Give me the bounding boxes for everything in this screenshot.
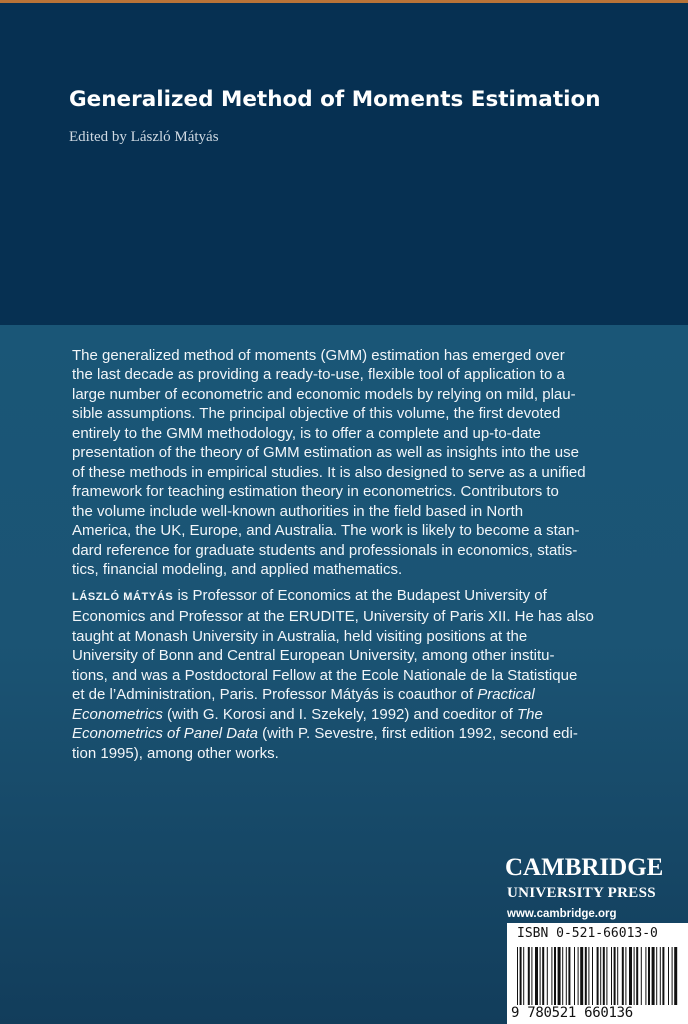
description-line: the volume include well-known authorities in the field based in North [72,502,524,520]
barcode-icon [517,947,682,1005]
bio-line: taught at Monash University in Australia, held visiting positions at the [72,627,528,645]
description-line: entirely to the GMM methodology, is to offer a complete and up-to-date [72,424,541,442]
barcode-bar [558,947,561,1005]
barcode-bar [574,947,575,1005]
description-line: presentation of the theory of GMM estimation as well as insights into the use [72,444,579,462]
barcode-bar [660,947,661,1005]
barcode-bar [520,947,522,1005]
barcode-bar [603,947,605,1005]
author-bio [72,586,632,763]
barcode-bar [648,947,650,1005]
barcode-bar [641,947,642,1005]
bio-text: (with P. Sevestre, first edition 1992, second edi- [257,725,578,743]
barcode-bar [535,947,538,1005]
barcode-bar [588,947,589,1005]
barcode-bar [580,947,583,1005]
barcode-bar [528,947,530,1005]
description-line: of these methods in empirical studies. It is also designed to serve as a unified [72,463,586,481]
barcode-bar [578,947,579,1005]
barcode-bar [652,947,655,1005]
barcode-bar [562,947,563,1005]
bio-line [72,705,632,724]
barcode-bar [629,947,632,1005]
barcode-bar [566,947,567,1005]
barcode-bar [542,947,544,1005]
isbn-label: ISBN 0-521-66013-0 [517,926,658,941]
description-line: sible assumptions. The principal objective of this volume, the first devoted [72,405,561,423]
book-title-italic: Econometrics of Panel Data [72,725,258,743]
description-line: The generalized method of moments (GMM) estimation has emerged over [72,347,565,364]
publisher-logo [505,855,688,921]
barcode-bar [625,947,626,1005]
barcode-bar [523,947,524,1005]
description-line: large number of econometric and economic models by relying on mild, plau- [72,385,576,403]
barcode-bar [674,947,677,1005]
book-title-italic: Econometrics [72,705,163,723]
barcode-bar [606,947,607,1005]
book-title: Generalized Method of Moments Estimation [69,87,601,112]
barcode-bar [656,947,657,1005]
bio-line: tions, and was a Postdoctoral Fellow at the Ecole Nationale de la Statistique [72,666,578,684]
barcode-bar [662,947,664,1005]
description-line: dard reference for graduate students and professionals in economics, statis- [72,541,578,559]
barcode-bar [554,947,556,1005]
barcode-bar [614,947,616,1005]
description-line: the last decade as providing a ready-to-use, flexible tool of application to a [72,366,565,384]
book-editor: Edited by László Mátyás [69,129,219,145]
bio-text: (with G. Korosi and I. Szekely, 1992) and coeditor of [162,705,517,723]
bio-line: tion 1995), among other works. [72,744,279,762]
barcode-bar [517,947,518,1005]
barcode-bar [645,947,646,1005]
barcode-bar [611,947,612,1005]
barcode-bar [551,947,552,1005]
author-name: LÁSZLÓ MÁTYÁS [72,591,174,603]
bio-text: et de l’Administration, Paris. Professor Mátyás is coauthor of [72,686,474,704]
barcode-bar [636,947,638,1005]
barcode-bar [547,947,548,1005]
barcode-bar [568,947,570,1005]
barcode-bar [592,947,593,1005]
barcode-number: 9 780521 660136 [511,1005,633,1021]
description-line: framework for teaching estimation theory in econometrics. Contributors to [72,483,559,501]
publisher-subtitle: UNIVERSITY PRESS [507,885,656,901]
barcode-bar [622,947,624,1005]
barcode-bar [600,947,601,1005]
publisher-url: www.cambridge.org [507,908,617,920]
barcode-bar [540,947,541,1005]
barcode-bar [668,947,669,1005]
publisher-name: CAMBRIDGE [505,854,664,881]
book-description [72,346,632,579]
barcode-bar [585,947,587,1005]
description-line: America, the UK, Europe, and Australia. The work is likely to become a stan- [72,522,580,540]
bio-line [72,586,632,607]
bio-line: Economics and Professor at the ERUDITE, University of Paris XII. He has also [72,608,594,626]
bio-line [72,724,632,743]
bio-line: University of Bonn and Central European University, among other institu- [72,647,555,665]
title-panel [0,3,688,325]
barcode-bar [597,947,599,1005]
barcode-bar [531,947,532,1005]
barcode-bar [634,947,635,1005]
barcode-panel [507,923,688,1024]
barcode-bar [617,947,618,1005]
book-title-italic: Practical [477,686,535,704]
book-title-italic: The [516,705,543,723]
bio-text: is Professor of Economics at the Budapest University of [173,587,547,604]
description-line: tics, financial modeling, and applied mathematics. [72,560,403,578]
bio-line [72,685,632,704]
barcode-bar [672,947,673,1005]
